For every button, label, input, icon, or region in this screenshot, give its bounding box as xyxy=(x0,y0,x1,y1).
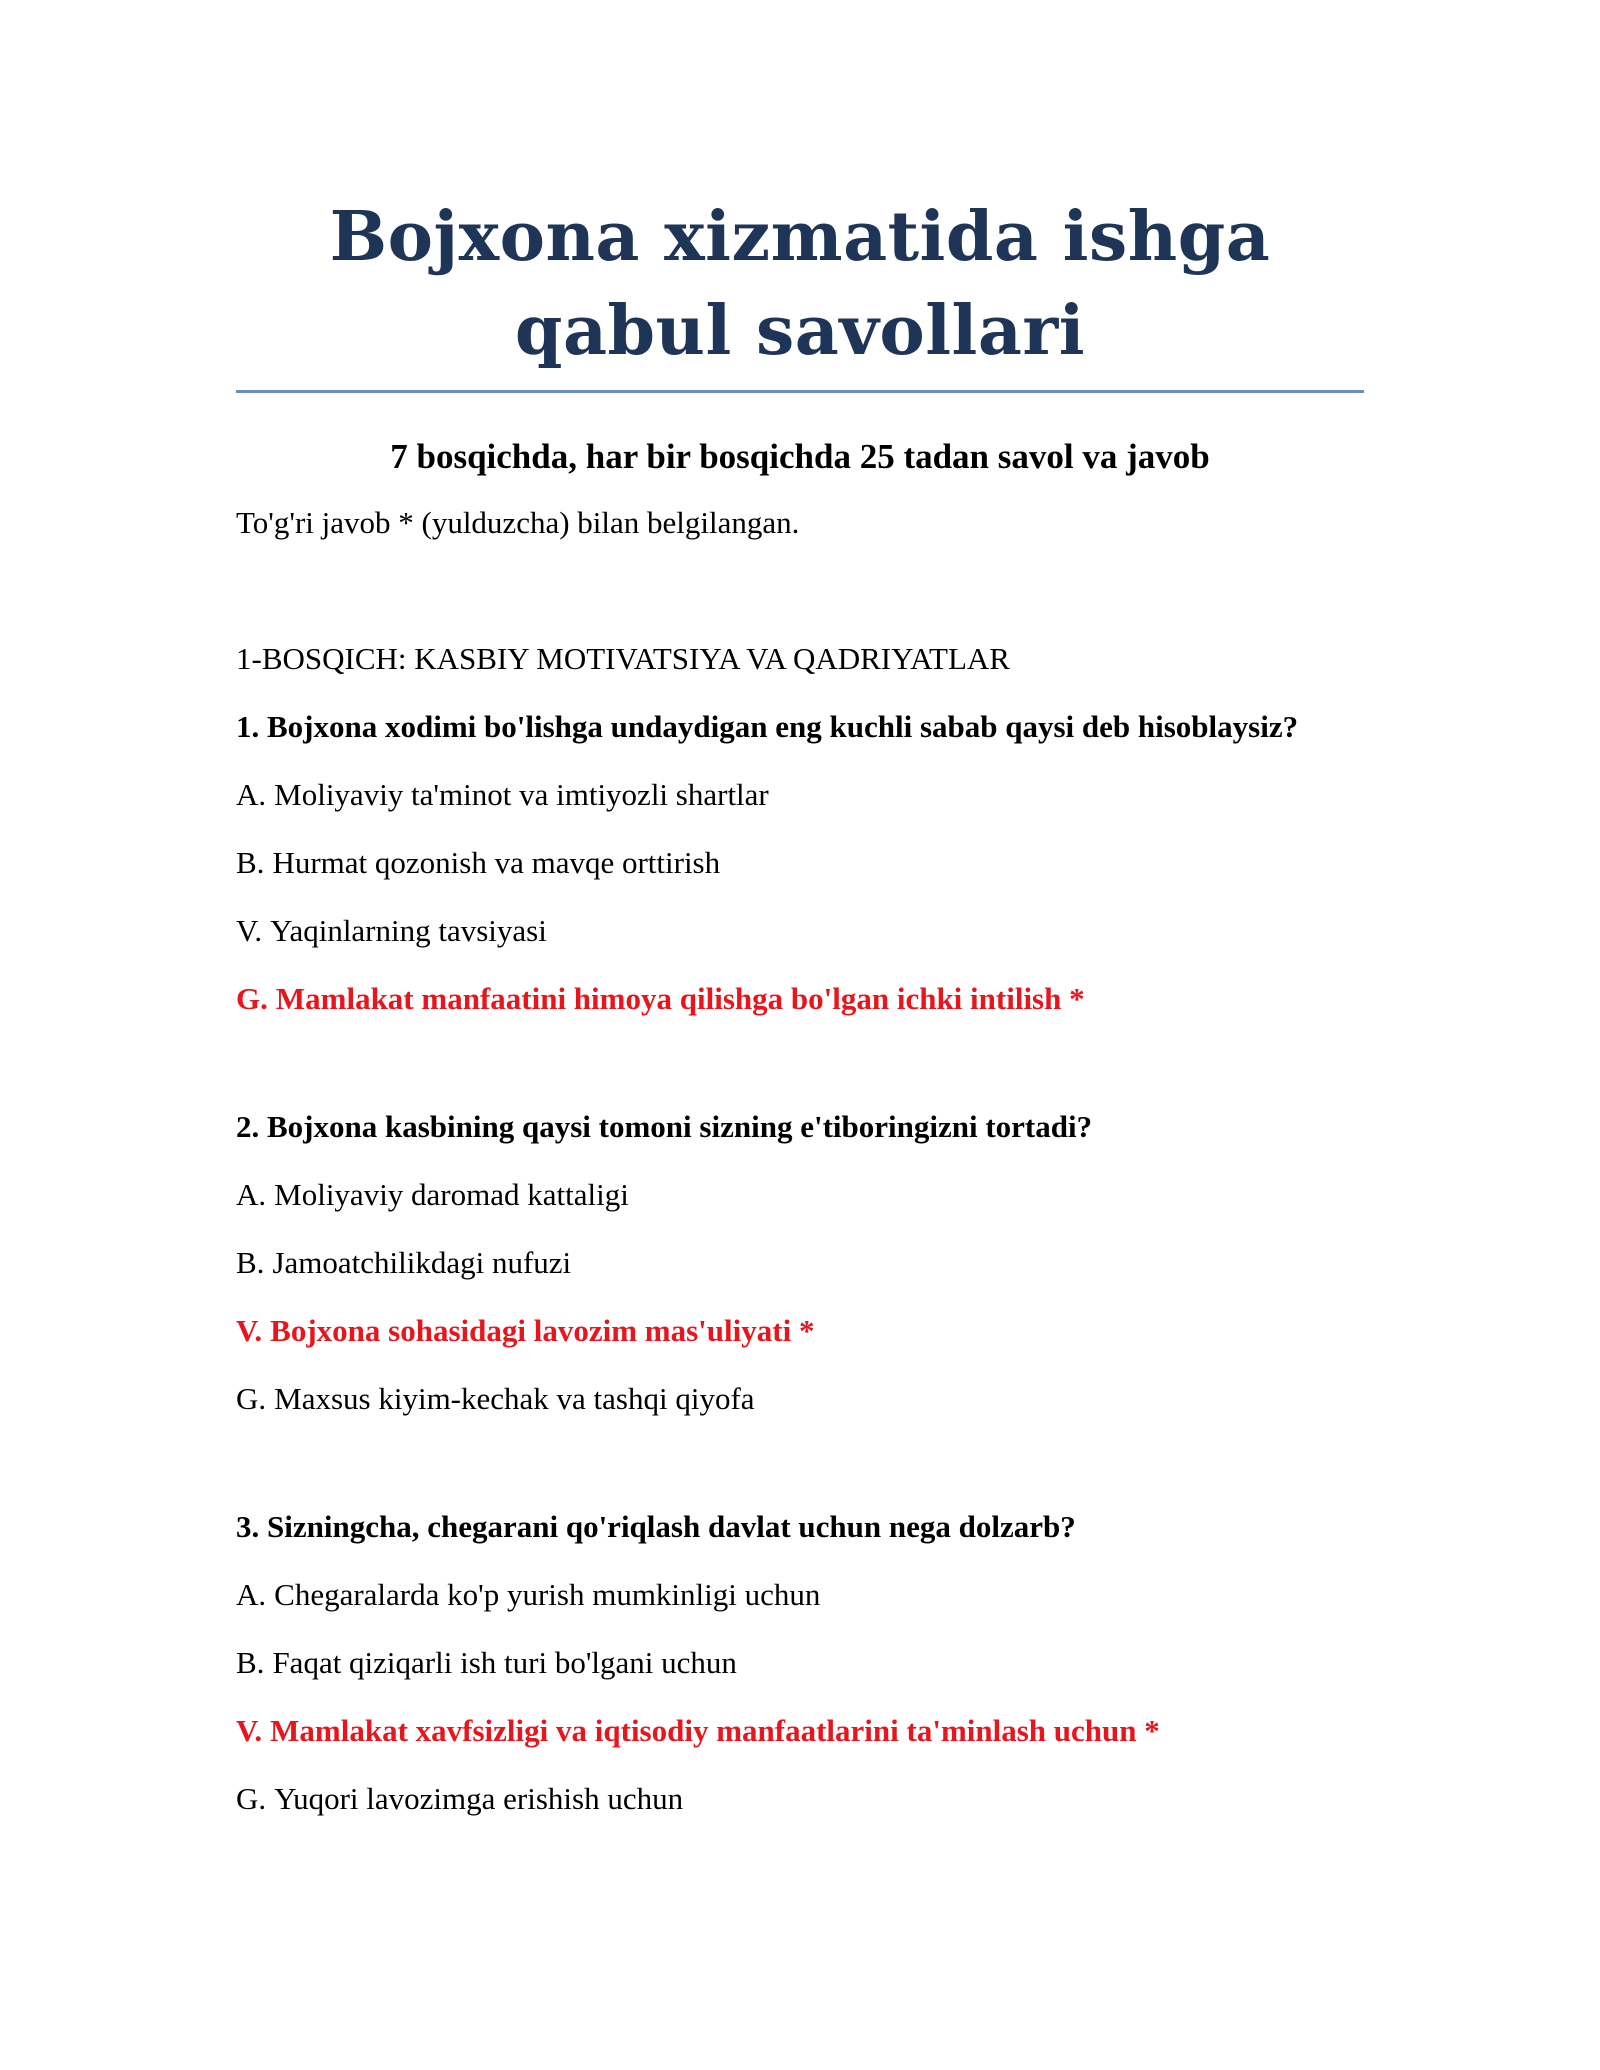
option-text: Chegaralarda ko'p yurish mumkinligi uchun xyxy=(274,1577,821,1612)
option-letter: B. xyxy=(236,1245,265,1280)
section-heading: 1-BOSQICH: KASBIY MOTIVATSIYA VA QADRIYATLAR xyxy=(236,641,1010,676)
answer-option xyxy=(236,1779,1364,1819)
option-text: Mamlakat manfaatini himoya qilishga bo'lgan ichki intilish * xyxy=(275,981,1085,1016)
correct-answer-option xyxy=(236,1311,1364,1351)
answer-option xyxy=(236,911,1364,951)
correct-answer-option xyxy=(236,979,1364,1019)
option-text: Jamoatchilikdagi nufuzi xyxy=(272,1245,572,1280)
option-letter: G. xyxy=(236,1381,267,1416)
option-letter: V. xyxy=(236,913,263,948)
answer-option xyxy=(236,1379,1364,1419)
question-text: 3. Sizningcha, chegarani qo'riqlash davlat uchun nega dolzarb? xyxy=(236,1509,1076,1544)
question-text: 2. Bojxona kasbining qaysi tomoni sizning e'tiboringizni tortadi? xyxy=(236,1109,1093,1144)
option-letter: G. xyxy=(236,981,268,1016)
option-text: Moliyaviy ta'minot va imtiyozli shartlar xyxy=(274,777,769,812)
option-letter: A. xyxy=(236,1177,267,1212)
option-text: Hurmat qozonish va mavqe orttirish xyxy=(272,845,721,880)
option-text: Faqat qiziqarli ish turi bo'lgani uchun xyxy=(272,1645,737,1680)
option-text: Yaqinlarning tavsiyasi xyxy=(270,913,547,948)
option-text: Bojxona sohasidagi lavozim mas'uliyati * xyxy=(270,1313,815,1348)
question-3 xyxy=(236,1507,1364,1819)
document-subtitle: 7 bosqichda, har bir bosqichda 25 tadan savol va javob xyxy=(390,437,1210,476)
document-title: Bojxona xizmatida ishga qabul savollari xyxy=(329,197,1271,371)
option-letter: B. xyxy=(236,1645,265,1680)
question-1 xyxy=(236,707,1364,1019)
option-letter: B. xyxy=(236,845,265,880)
option-letter: A. xyxy=(236,1577,267,1612)
answer-option xyxy=(236,1643,1364,1683)
answer-option xyxy=(236,1175,1364,1215)
title-divider xyxy=(236,390,1364,393)
option-text: Maxsus kiyim-kechak va tashqi qiyofa xyxy=(274,1381,755,1416)
question-2 xyxy=(236,1107,1364,1419)
option-letter: V. xyxy=(236,1713,263,1748)
option-text: Moliyaviy daromad kattaligi xyxy=(274,1177,629,1212)
answer-option xyxy=(236,843,1364,883)
answer-key-note: To'g'ri javob * (yulduzcha) bilan belgilangan. xyxy=(236,505,800,540)
answer-option xyxy=(236,775,1364,815)
question-text: 1. Bojxona xodimi bo'lishga undaydigan eng kuchli sabab qaysi deb hisoblaysiz? xyxy=(236,709,1299,744)
correct-answer-option xyxy=(236,1711,1364,1751)
option-letter: G. xyxy=(236,1781,267,1816)
option-letter: A. xyxy=(236,777,267,812)
option-letter: V. xyxy=(236,1313,263,1348)
answer-option xyxy=(236,1243,1364,1283)
option-text: Mamlakat xavfsizligi va iqtisodiy manfaatlarini ta'minlash uchun * xyxy=(270,1713,1160,1748)
answer-option xyxy=(236,1575,1364,1615)
document-content xyxy=(236,190,1364,1819)
option-text: Yuqori lavozimga erishish uchun xyxy=(274,1781,684,1816)
